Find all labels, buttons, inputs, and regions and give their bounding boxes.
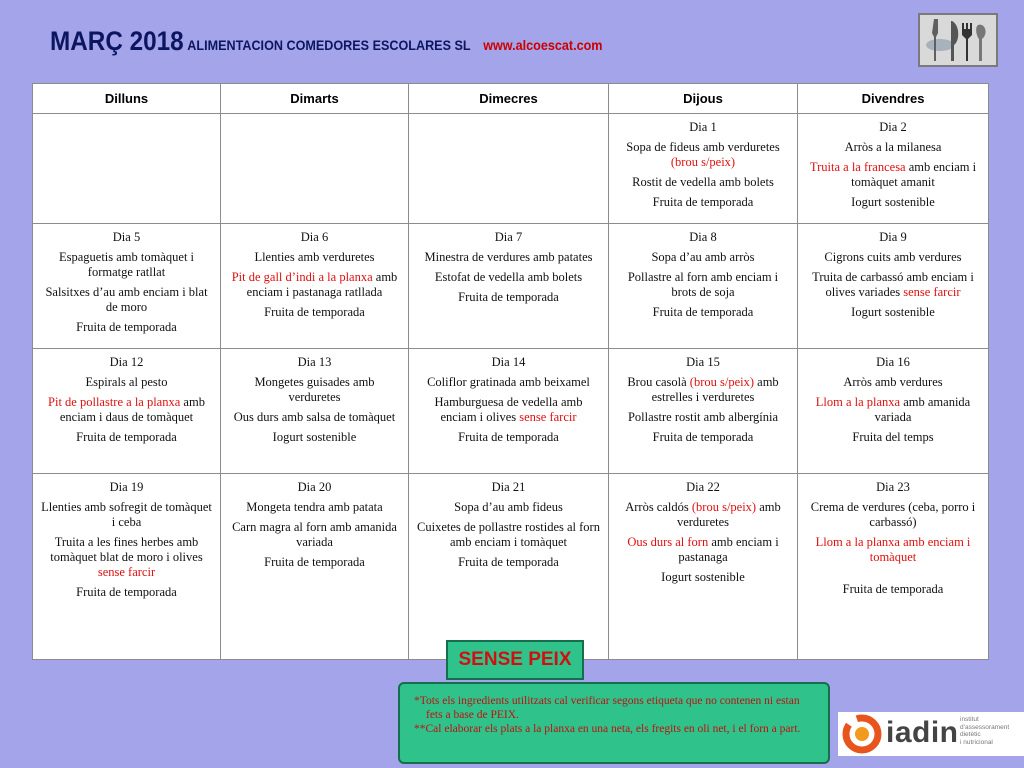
day-cell xyxy=(33,224,221,349)
dish-item: Cuixetes de pollastre rostides al forn amb enciam i tomàquet xyxy=(417,520,600,549)
day-label: Dia 6 xyxy=(300,230,329,244)
website-link[interactable]: www.alcoescat.com xyxy=(483,37,603,53)
dish-item: Fruita de temporada xyxy=(652,305,754,319)
day-label: Dia 22 xyxy=(686,480,720,494)
dish-item: Iogurt sostenible xyxy=(272,430,357,444)
dish-item: Pollastre rostit amb albergínia xyxy=(627,410,779,424)
dish-item: Carn magra al forn amb amanida variada xyxy=(232,520,397,549)
dish-item: Fruita de temporada xyxy=(76,430,177,444)
column-header: Divendres xyxy=(798,84,989,114)
iadin-tagline: institut d’assessorament dietètic i nutricional xyxy=(960,716,1010,746)
dish-item: Salsitxes d’au amb enciam i blat de moro xyxy=(45,285,208,314)
dish-item: Iogurt sostenible xyxy=(851,195,935,209)
table-header-row xyxy=(33,84,989,114)
iadin-logo xyxy=(838,712,1024,756)
day-cell xyxy=(221,224,409,349)
weekly-menu-table xyxy=(32,83,989,660)
notes-box xyxy=(398,682,830,764)
dish-item: Llom a la planxa amb enciam i tomàquet xyxy=(815,535,971,564)
dish-item: Crema de verdures (ceba, porro i carbassó) xyxy=(810,500,976,529)
day-label: Dia 8 xyxy=(689,230,717,244)
page-title xyxy=(50,26,602,57)
dish-item: Fruita de temporada xyxy=(458,430,559,444)
dish-item: Sopa d’au amb arròs xyxy=(651,250,755,264)
day-cell xyxy=(33,349,221,474)
dish-item: Pit de gall d’indi a la planxa amb enciam i pastanaga ratllada xyxy=(231,270,398,299)
day-label: Dia 15 xyxy=(686,355,720,369)
dish-item: Fruita de temporada xyxy=(264,555,365,569)
column-header: Dimarts xyxy=(221,84,409,114)
dish-item: Cigrons cuits amb verdures xyxy=(824,250,962,264)
dish-item: Fruita de temporada xyxy=(458,555,559,569)
day-label: Dia 16 xyxy=(876,355,910,369)
dish-item: Truita a la francesa amb enciam i tomàquet amanit xyxy=(809,160,977,189)
day-cell xyxy=(609,114,798,224)
dish-item: Arròs amb verdures xyxy=(843,375,943,389)
iadin-logo-icon xyxy=(840,712,884,756)
day-label: Dia 14 xyxy=(491,355,526,369)
dish-item: Truita de carbassó amb enciam i olives variades sense farcir xyxy=(812,270,974,299)
day-cell xyxy=(798,114,989,224)
dish-item: Iogurt sostenible xyxy=(661,570,745,584)
dish-item: Espirals al pesto xyxy=(85,375,168,389)
day-cell xyxy=(33,114,221,224)
dish-item: Hamburguesa de vedella amb enciam i olives sense farcir xyxy=(434,395,583,424)
dish-item: Iogurt sostenible xyxy=(851,305,935,319)
dish-item: Mongetes guisades amb verduretes xyxy=(254,375,375,404)
day-cell xyxy=(221,474,409,660)
day-cell xyxy=(409,224,609,349)
dish-item: Fruita de temporada xyxy=(76,320,177,334)
title-company: ALIMENTACION COMEDORES ESCOLARES SL xyxy=(187,37,471,53)
dish-item: Minestra de verdures amb patates xyxy=(424,250,593,264)
day-cell xyxy=(798,474,989,660)
day-label: Dia 12 xyxy=(109,355,144,369)
dish-item: Fruita de temporada xyxy=(458,290,559,304)
note-line: **Cal elaborar els plats a la planxa en una neta, els fregits en oli net, i el forn a part. xyxy=(414,723,801,735)
table-row xyxy=(33,474,989,660)
table-row xyxy=(33,114,989,224)
dish-item: Ous durs al forn amb enciam i pastanaga xyxy=(627,535,779,564)
day-label: Dia 13 xyxy=(297,355,332,369)
sense-peix-badge: SENSE PEIX xyxy=(446,640,584,680)
dish-item: Fruita de temporada xyxy=(264,305,365,319)
dish-item: Fruita del temps xyxy=(852,430,934,444)
dish-item: Coliflor gratinada amb beixamel xyxy=(427,375,590,389)
title-month: MARÇ 2018 xyxy=(50,26,184,56)
day-label: Dia 23 xyxy=(876,480,910,494)
dish-item: Sopa de fideus amb verduretes (brou s/peix) xyxy=(626,140,780,169)
dish-item: Arròs a la milanesa xyxy=(844,140,942,154)
day-cell xyxy=(798,224,989,349)
day-label: Dia 7 xyxy=(494,230,523,244)
dish-item: Ous durs amb salsa de tomàquet xyxy=(233,410,396,424)
dish-item: Pollastre al forn amb enciam i brots de soja xyxy=(627,270,779,299)
day-label: Dia 2 xyxy=(879,120,907,134)
dish-item: Espaguetis amb tomàquet i formatge ratllat xyxy=(58,250,195,279)
day-cell xyxy=(609,349,798,474)
dish-item: Sopa d’au amb fideus xyxy=(454,500,563,514)
dish-item: Estofat de vedella amb bolets xyxy=(434,270,583,284)
day-label: Dia 9 xyxy=(879,230,907,244)
dish-item: Llom a la planxa amb amanida variada xyxy=(815,395,971,424)
day-cell xyxy=(409,349,609,474)
table-row xyxy=(33,224,989,349)
cutlery-logo-icon xyxy=(918,13,998,67)
day-cell xyxy=(221,114,409,224)
day-cell xyxy=(609,224,798,349)
note-line: *Tots els ingredients utilitzats cal verificar segons etiqueta que no contenen ni estan fets a base de PEIX. xyxy=(414,695,800,721)
day-cell xyxy=(33,474,221,660)
column-header: Dimecres xyxy=(409,84,609,114)
column-header: Dijous xyxy=(609,84,798,114)
day-label: Dia 21 xyxy=(491,480,526,494)
day-cell xyxy=(221,349,409,474)
dish-item: Mongeta tendra amb patata xyxy=(246,500,383,514)
dish-item: Brou casolà (brou s/peix) amb estrelles i verduretes xyxy=(627,375,779,404)
iadin-wordmark: iadin xyxy=(886,716,959,749)
dish-item: Fruita de temporada xyxy=(76,585,177,599)
dish-item: Pit de pollastre a la planxa amb enciam i daus de tomàquet xyxy=(48,395,205,424)
day-label: Dia 1 xyxy=(689,120,717,134)
dish-item: Fruita de temporada xyxy=(652,430,754,444)
dish-item: Llenties amb sofregit de tomàquet i ceba xyxy=(41,500,212,529)
day-cell xyxy=(409,114,609,224)
day-cell xyxy=(798,349,989,474)
day-label: Dia 5 xyxy=(112,230,141,244)
table-row xyxy=(33,349,989,474)
column-header: Dilluns xyxy=(33,84,221,114)
dish-item: Truita a les fines herbes amb tomàquet blat de moro i olives sense farcir xyxy=(50,535,203,579)
day-cell xyxy=(609,474,798,660)
day-label: Dia 19 xyxy=(109,480,144,494)
dish-item: Fruita de temporada xyxy=(842,582,944,596)
dish-item: Fruita de temporada xyxy=(652,195,754,209)
day-cell xyxy=(409,474,609,660)
dish-item: Llenties amb verduretes xyxy=(254,250,375,264)
dish-item: Arròs caldós (brou s/peix) amb verduretes xyxy=(625,500,781,529)
dish-item: Rostit de vedella amb bolets xyxy=(632,175,774,189)
day-label: Dia 20 xyxy=(297,480,332,494)
